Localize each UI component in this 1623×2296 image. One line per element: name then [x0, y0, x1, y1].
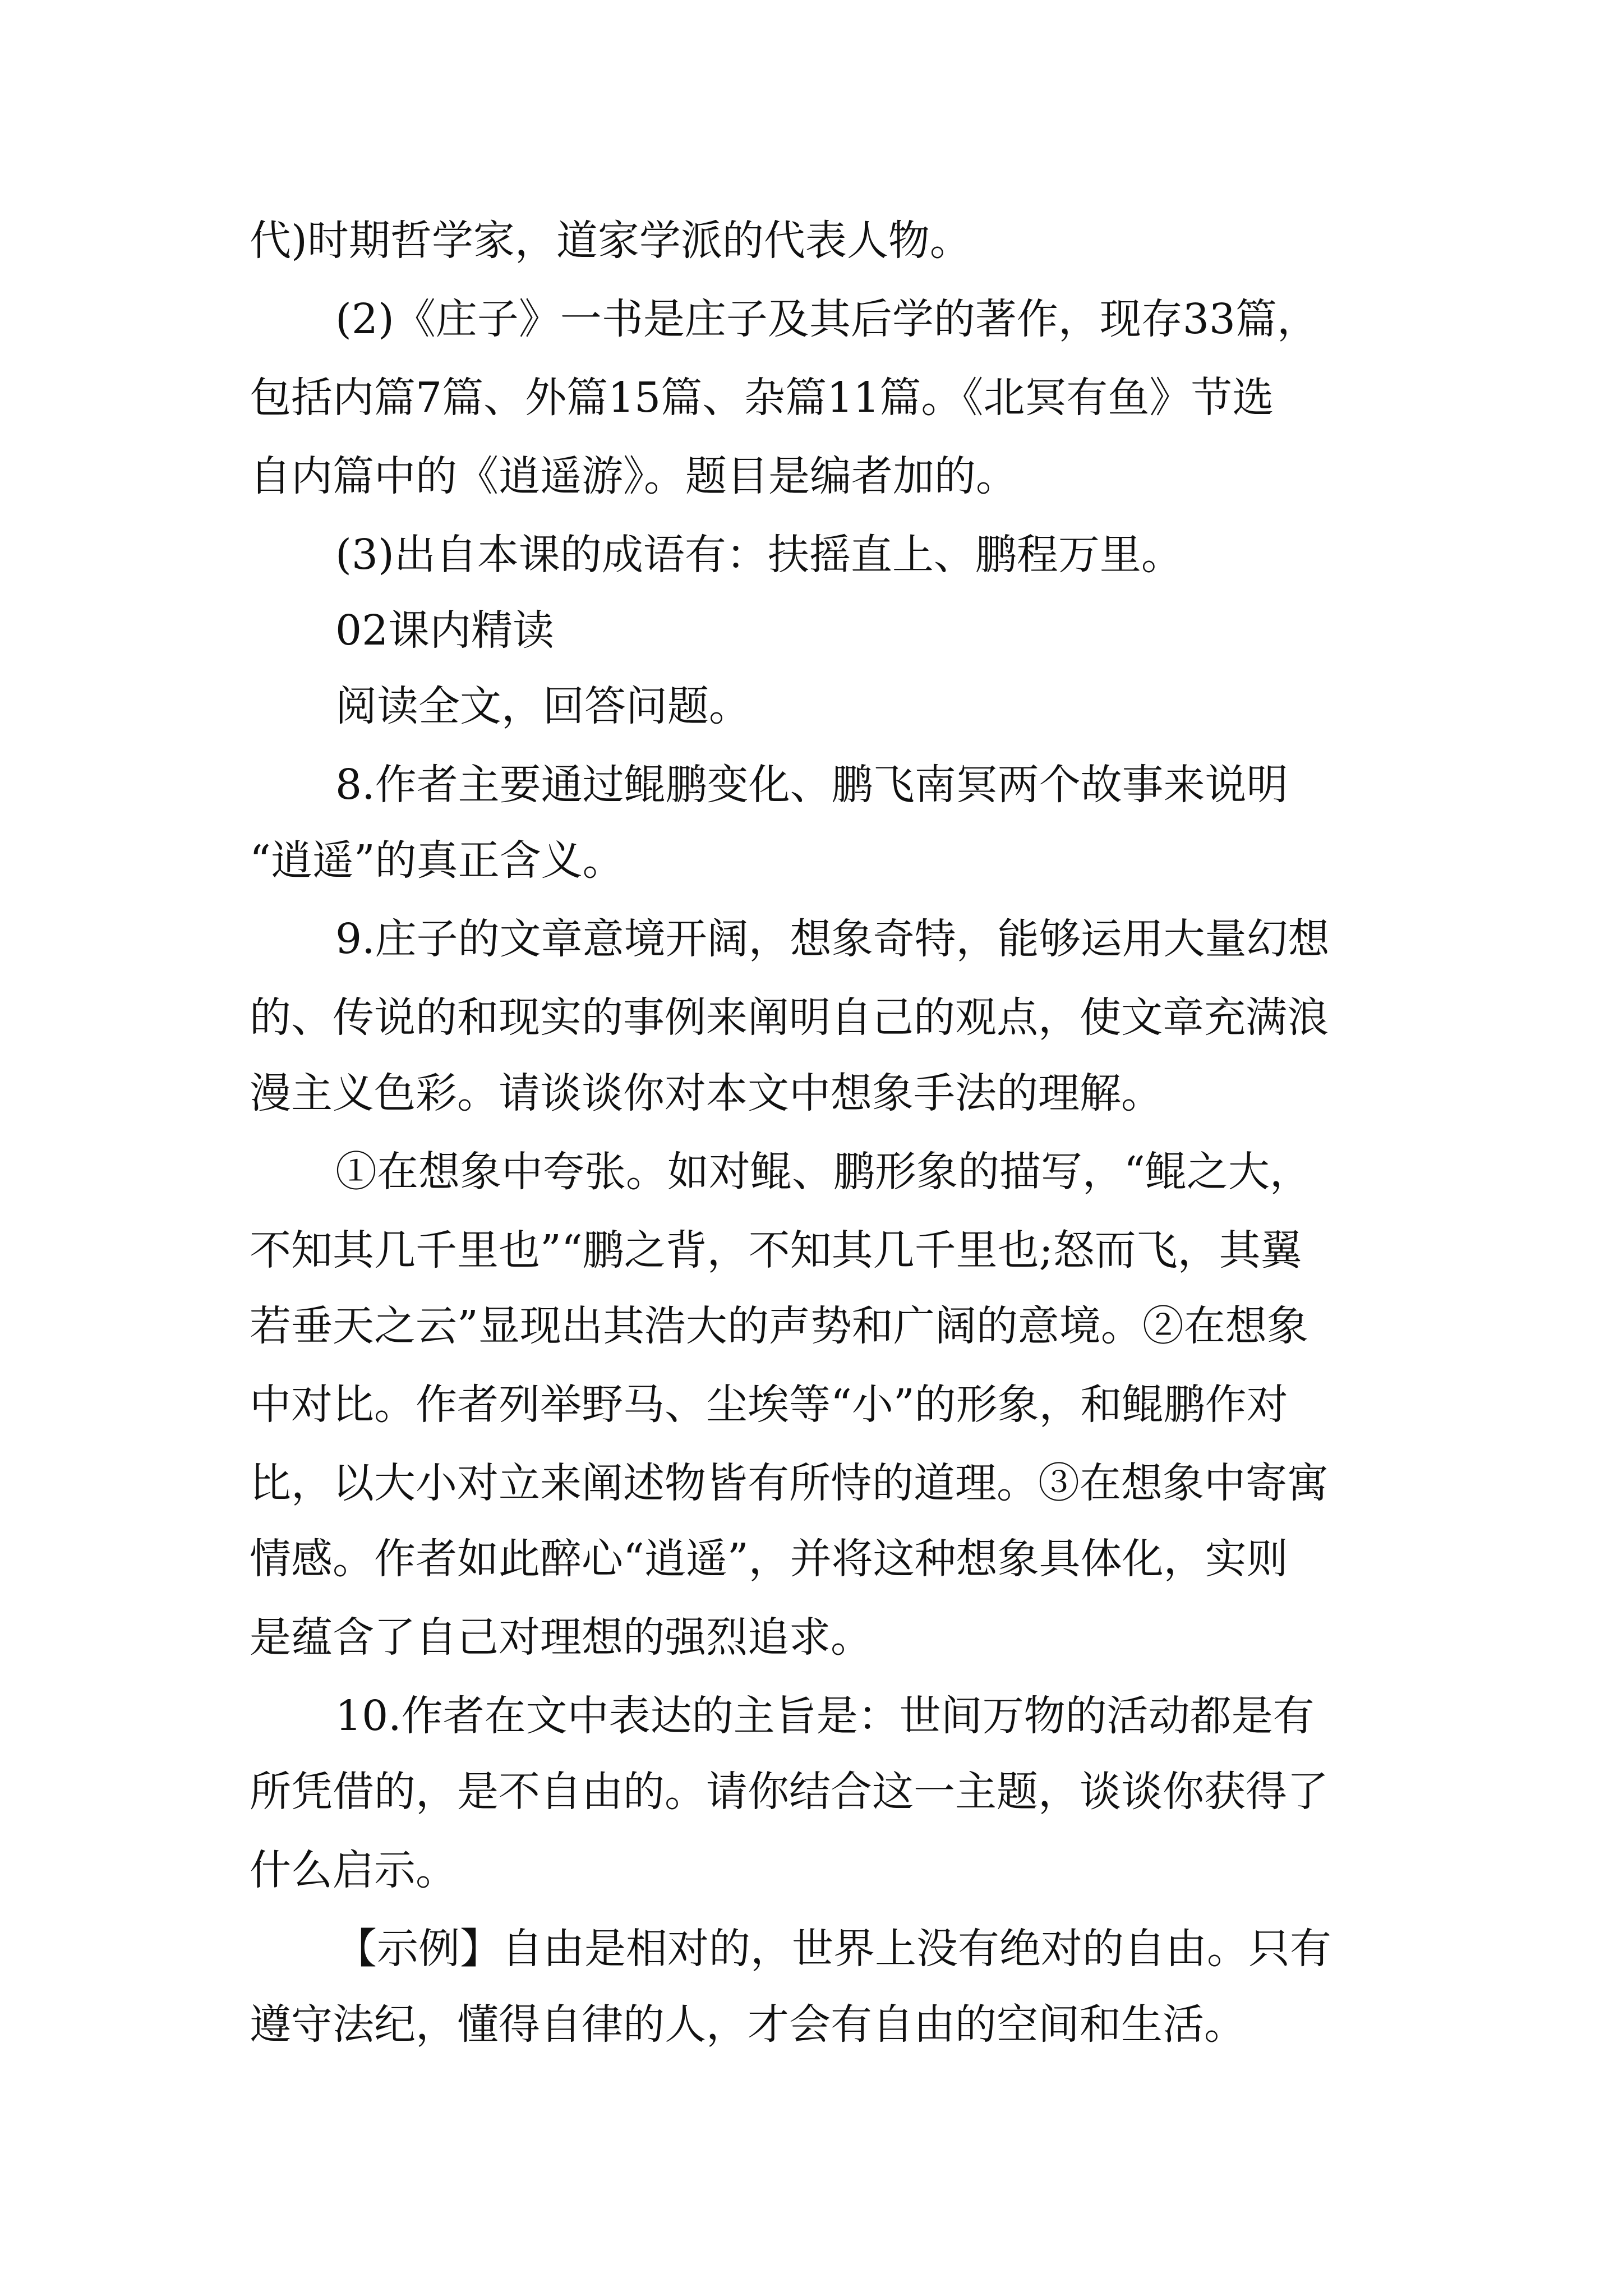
text-line: 情感。作者如此醉心“逍遥”，并将这种想象具体化，实则	[250, 1535, 1288, 1583]
text-line: (3)出自本课的成语有：扶摇直上、鹏程万里。	[335, 531, 1183, 579]
text-line: (2)《庄子》一书是庄子及其后学的著作，现存33篇，	[335, 295, 1318, 343]
question-9: 9.庄子的文章意境开阔，想象奇特，能够运用大量幻想	[335, 915, 1330, 963]
text-line: 代)时期哲学家，道家学派的代表人物。	[250, 217, 971, 265]
text-line: 不知其几千里也”“鹏之背，不知其几千里也;怒而飞，其翼	[250, 1226, 1302, 1274]
text-line: 若垂天之云”显现出其浩大的声势和广阔的意境。②在想象	[250, 1302, 1308, 1350]
text-line: 自内篇中的《逍遥游》。题目是编者加的。	[250, 452, 1017, 500]
text-line: 什么启示。	[250, 1846, 457, 1894]
question-10: 10.作者在文中表达的主旨是：世间万物的活动都是有	[335, 1692, 1315, 1740]
text-line: 的、传说的和现实的事例来阐明自己的观点，使文章充满浪	[250, 993, 1329, 1042]
answer-10-example: 【示例】自由是相对的，世界上没有绝对的自由。只有	[335, 1925, 1331, 1973]
text-line: “逍遥”的真正含义。	[250, 836, 624, 885]
text-line: 是蕴含了自己对理想的强烈追求。	[250, 1613, 872, 1662]
text-line: 包括内篇7篇、外篇15篇、杂篇11篇。《北冥有鱼》节选	[250, 374, 1274, 422]
answer-9: ①在想象中夸张。如对鲲、鹏形象的描写，“鲲之大，	[335, 1148, 1311, 1196]
text-line: 漫主义色彩。请谈谈你对本文中想象手法的理解。	[250, 1069, 1163, 1117]
text-line: 比，以大小对立来阐述物皆有所恃的道理。③在想象中寄寓	[250, 1459, 1329, 1507]
question-8: 8.作者主要通过鲲鹏变化、鹏飞南冥两个故事来说明	[335, 761, 1288, 809]
text-line: 所凭借的，是不自由的。请你结合这一主题，谈谈你获得了	[250, 1768, 1329, 1816]
section-heading: 02课内精读	[335, 606, 555, 655]
text-line: 阅读全文，回答问题。	[335, 682, 750, 730]
text-line: 遵守法纪，懂得自律的人，才会有自由的空间和生活。	[250, 2000, 1246, 2049]
text-line: 中对比。作者列举野马、尘埃等“小”的形象，和鲲鹏作对	[250, 1381, 1288, 1429]
